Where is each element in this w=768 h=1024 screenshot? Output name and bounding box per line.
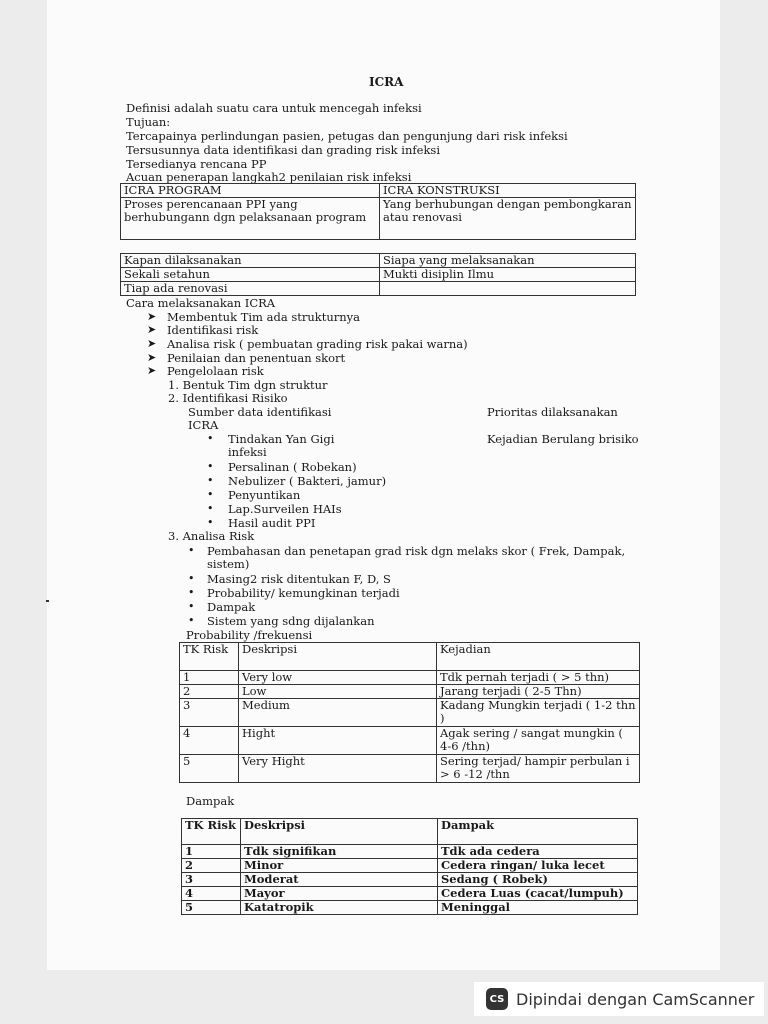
table-row <box>182 901 638 915</box>
intro-line-1: Tercapainya perlindungan pasien, petugas dan pengunjung dari risk infeksi <box>126 129 568 143</box>
table-cell: Tdk ada cedera <box>438 845 638 859</box>
intro-line-4: Acuan penerapan langkah2 penilaian risk infeksi <box>126 170 412 184</box>
table-row <box>180 685 640 699</box>
list-item: Dampak <box>207 600 256 614</box>
schedule-table <box>120 253 636 296</box>
table-cell: Very low <box>239 671 437 685</box>
table-cell: Tdk pernah terjadi ( > 5 thn) <box>437 671 640 685</box>
dampak-table <box>181 818 638 915</box>
table-cell: 1 <box>182 845 241 859</box>
intro-line-3: Tersedianya rencana PP <box>126 157 267 171</box>
table-cell: Jarang terjadi ( 2-5 Thn) <box>437 685 640 699</box>
scan-mark <box>46 600 49 602</box>
dampak-caption: Dampak <box>186 794 235 808</box>
probability-table <box>179 642 640 783</box>
arrow-bullet-icon: ➤ <box>147 337 157 350</box>
table-cell: Tdk signifikan <box>241 845 438 859</box>
dot-bullet-icon: • <box>188 614 195 627</box>
table-cell: 4 <box>182 887 241 901</box>
table-cell: Very Hight <box>239 755 437 783</box>
table-row <box>180 727 640 755</box>
table-cell: Meninggal <box>438 901 638 915</box>
table-cell: Cedera ringan/ luka lecet <box>438 859 638 873</box>
table-row <box>180 671 640 685</box>
table-cell: Sedang ( Robek) <box>438 873 638 887</box>
icra-program-table <box>120 183 636 240</box>
table-cell: Moderat <box>241 873 438 887</box>
camscanner-watermark <box>474 982 764 1016</box>
table-cell: Agak sering / sangat mungkin ( 4-6 /thn) <box>437 727 640 755</box>
table-cell: 4 <box>180 727 239 755</box>
table-header: TK Risk <box>182 819 241 845</box>
sumber-label: Sumber data identifikasi <box>188 405 332 419</box>
table-row <box>180 699 640 727</box>
dot-bullet-icon: • <box>207 502 214 515</box>
kejadian-berulang-label: Kejadian Berulang brisiko <box>487 432 639 446</box>
dot-bullet-icon: • <box>207 516 214 529</box>
table-cell: 2 <box>182 859 241 873</box>
list-item: infeksi <box>228 445 267 459</box>
intro-line-2: Tersusunnya data identifikasi dan grading risk infeksi <box>126 143 441 157</box>
table-cell <box>380 282 636 296</box>
list-item: Hasil audit PPI <box>228 516 316 530</box>
dot-bullet-icon: • <box>207 432 214 445</box>
table-cell: Mukti disiplin Ilmu <box>380 268 636 282</box>
list-item: Identifikasi risk <box>167 323 259 337</box>
table-cell: Siapa yang melaksanakan <box>380 254 636 268</box>
probability-caption: Probability /frekuensi <box>186 628 313 642</box>
list-item: Penyuntikan <box>228 488 301 502</box>
sumber-label: ICRA <box>188 418 219 432</box>
table-row <box>182 859 638 873</box>
table-row <box>182 845 638 859</box>
table-cell: Low <box>239 685 437 699</box>
list-item: Penilaian dan penentuan skort <box>167 351 346 365</box>
table-cell: Katatropik <box>241 901 438 915</box>
dot-bullet-icon: • <box>207 460 214 473</box>
list-item: Sistem yang sdng dijalankan <box>207 614 375 628</box>
table-cell: 1 <box>180 671 239 685</box>
dot-bullet-icon: • <box>207 488 214 501</box>
table-header: Dampak <box>438 819 638 845</box>
arrow-bullet-icon: ➤ <box>147 323 157 336</box>
table-cell: 2 <box>180 685 239 699</box>
table-cell: Yang berhubungan dengan pembongkaran atau renovasi <box>380 198 636 240</box>
prioritas-label: Prioritas dilaksanakan <box>487 405 618 419</box>
table-header: ICRA KONSTRUKSI <box>380 184 636 198</box>
list-item: Analisa risk ( pembuatan grading risk pakai warna) <box>167 337 468 351</box>
dot-bullet-icon: • <box>188 544 195 557</box>
list-item: Pembahasan dan penetapan grad risk dgn melaks skor ( Frek, Dampak, <box>207 544 626 558</box>
cara-heading: Cara melaksanakan ICRA <box>126 296 276 310</box>
table-cell: Sekali setahun <box>121 268 380 282</box>
camscanner-logo-icon: CS <box>486 988 508 1010</box>
table-row <box>182 887 638 901</box>
table-header: Deskripsi <box>241 819 438 845</box>
table-cell: Medium <box>239 699 437 727</box>
table-cell: 5 <box>182 901 241 915</box>
list-item: Probability/ kemungkinan terjadi <box>207 586 400 600</box>
list-item: Lap.Surveilen HAIs <box>228 502 342 516</box>
list-item: Tindakan Yan Gigi <box>228 432 335 446</box>
table-cell: 5 <box>180 755 239 783</box>
table-cell: Minor <box>241 859 438 873</box>
analisa-heading: 3. Analisa Risk <box>168 529 255 543</box>
list-item: Membentuk Tim ada strukturnya <box>167 310 361 324</box>
numbered-item: 2. Identifikasi Risiko <box>168 391 288 405</box>
table-header: TK Risk <box>180 643 239 671</box>
dot-bullet-icon: • <box>188 586 195 599</box>
list-item: Persalinan ( Robekan) <box>228 460 357 474</box>
numbered-item: 1. Bentuk Tim dgn struktur <box>168 378 328 392</box>
list-item: Pengelolaan risk <box>167 364 264 378</box>
table-cell: Hight <box>239 727 437 755</box>
list-item: sistem) <box>207 557 250 571</box>
table-header: Kejadian <box>437 643 640 671</box>
table-row <box>180 755 640 783</box>
table-cell: Proses perencanaan PPI yang berhubungann dgn pelaksanaan program <box>121 198 380 240</box>
table-cell: 3 <box>182 873 241 887</box>
table-cell: Sering terjad/ hampir perbulan i > 6 -12 /thn <box>437 755 640 783</box>
document-title: ICRA <box>369 75 404 89</box>
dot-bullet-icon: • <box>188 600 195 613</box>
arrow-bullet-icon: ➤ <box>147 310 157 323</box>
list-item: Masing2 risk ditentukan F, D, S <box>207 572 391 586</box>
table-cell: Kapan dilaksanakan <box>121 254 380 268</box>
table-cell: Cedera Luas (cacat/lumpuh) <box>438 887 638 901</box>
arrow-bullet-icon: ➤ <box>147 364 157 377</box>
table-cell: 3 <box>180 699 239 727</box>
intro-line-tujuan: Tujuan: <box>126 115 171 129</box>
watermark-text: Dipindai dengan CamScanner <box>516 989 755 1009</box>
table-header: ICRA PROGRAM <box>121 184 380 198</box>
list-item: Nebulizer ( Bakteri, jamur) <box>228 474 387 488</box>
table-cell: Mayor <box>241 887 438 901</box>
table-row <box>182 873 638 887</box>
dot-bullet-icon: • <box>207 474 214 487</box>
dot-bullet-icon: • <box>188 572 195 585</box>
table-cell: Tiap ada renovasi <box>121 282 380 296</box>
table-header: Deskripsi <box>239 643 437 671</box>
arrow-bullet-icon: ➤ <box>147 351 157 364</box>
table-cell: Kadang Mungkin terjadi ( 1-2 thn ) <box>437 699 640 727</box>
intro-line-definisi: Definisi adalah suatu cara untuk mencegah infeksi <box>126 101 422 115</box>
